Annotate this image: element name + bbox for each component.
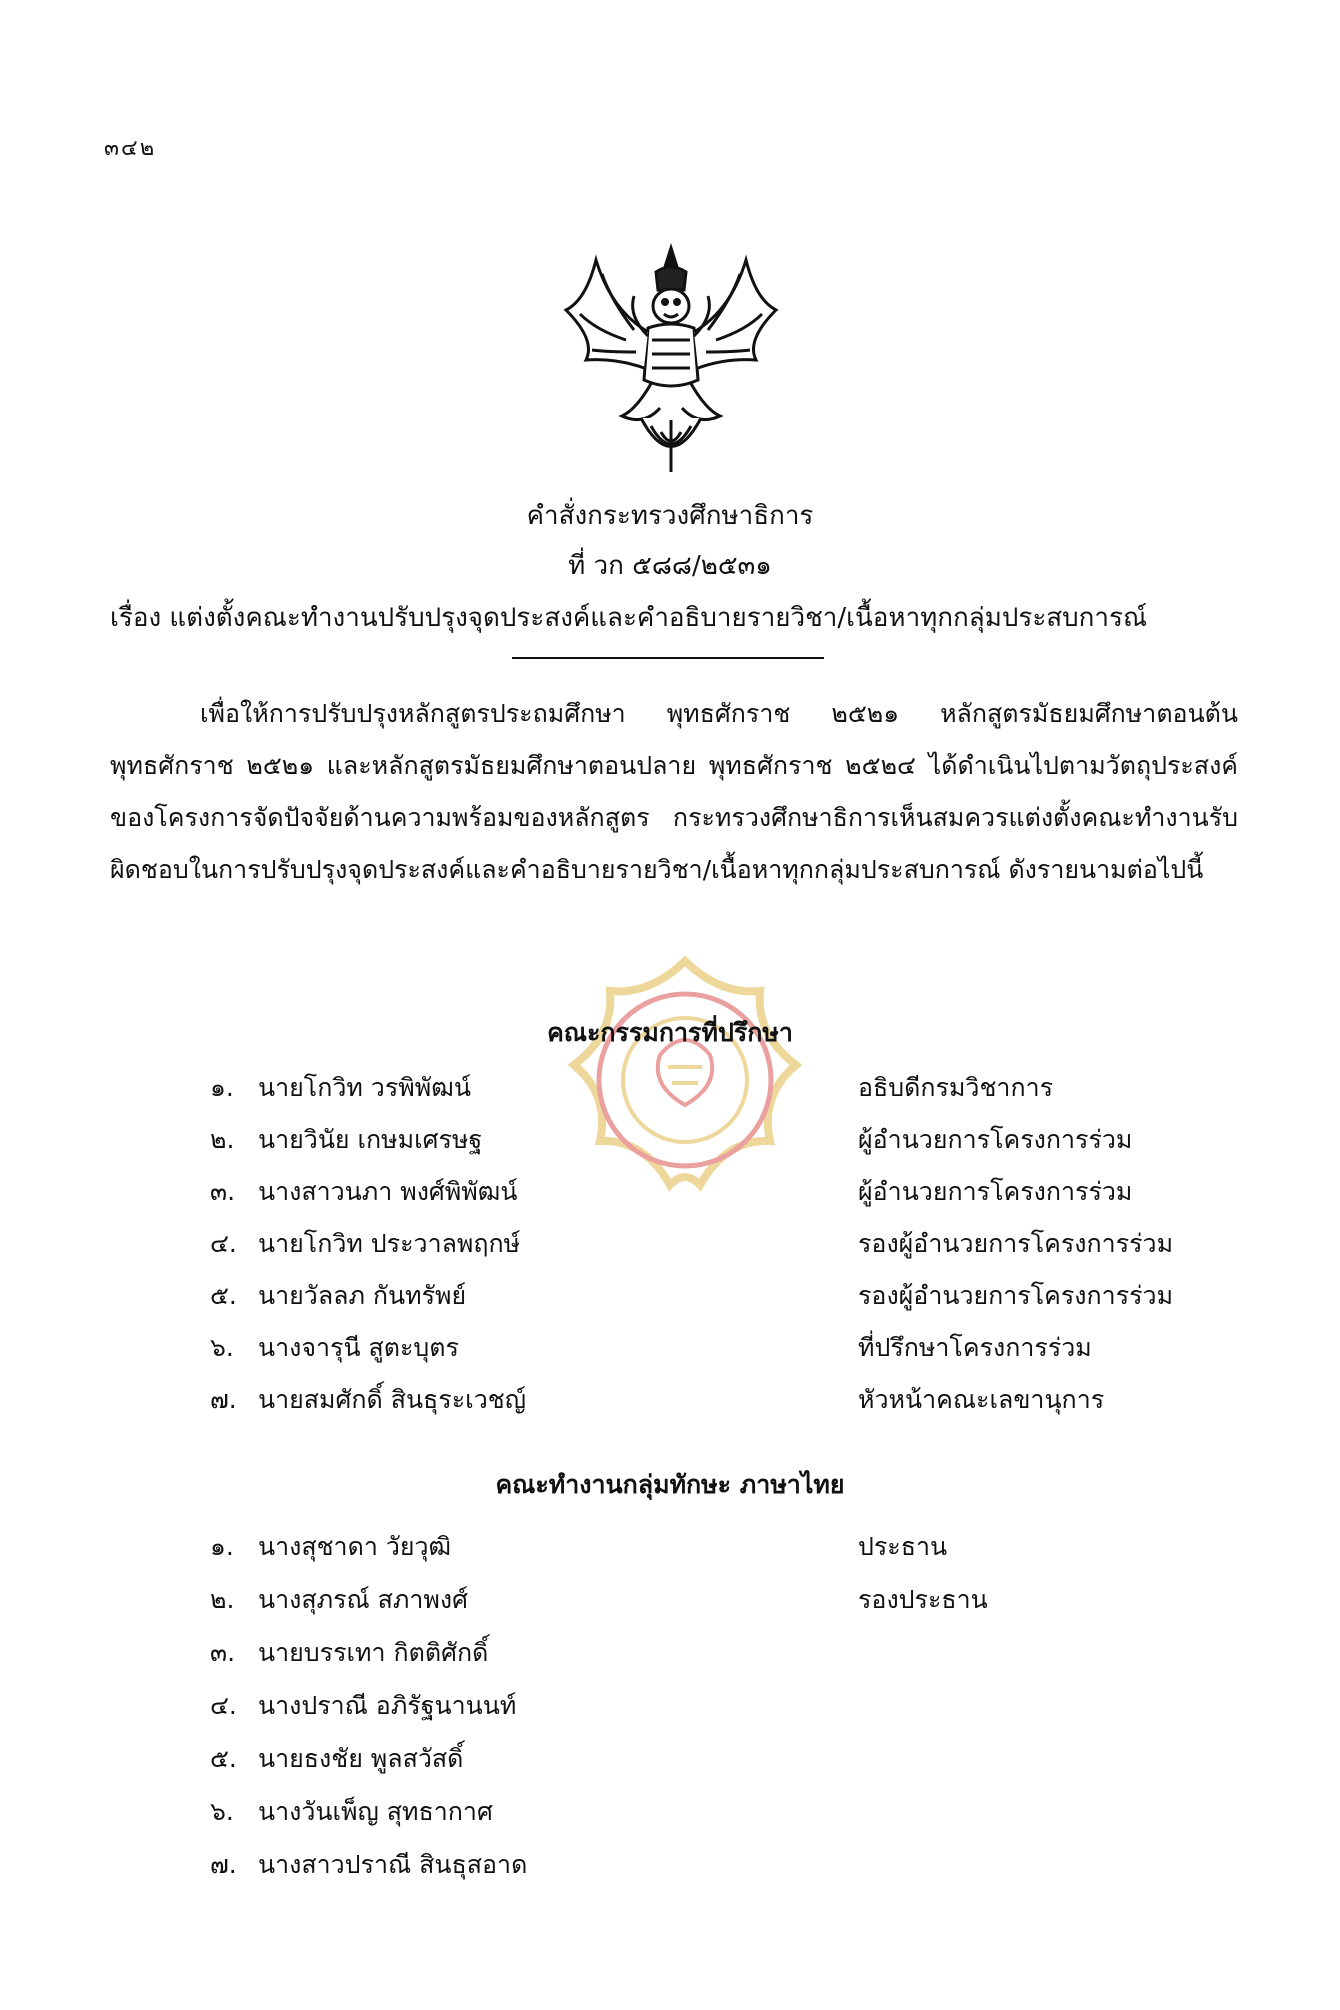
member-name: นายวัลลภ กันทรัพย์ (258, 1281, 467, 1310)
member-role: รองประธาน (858, 1585, 988, 1614)
advisory-member (210, 1328, 459, 1368)
member-number: ๑. (210, 1073, 234, 1102)
member-number: ๖. (210, 1797, 234, 1826)
member-name: นางสาวปราณี สินธุสอาด (258, 1850, 528, 1879)
office-seal-watermark-icon (560, 955, 810, 1205)
member-number: ๒. (210, 1585, 235, 1614)
member-name: นายโกวิท วรพิพัฒน์ (258, 1073, 471, 1102)
member-role: รองผู้อำนวยการโครงการร่วม (858, 1281, 1174, 1310)
member-name: นางสุภรณ์ สภาพงศ์ (258, 1585, 468, 1614)
member-number: ๓. (210, 1177, 236, 1206)
advisory-member (210, 1380, 526, 1420)
thai-group-member (210, 1686, 516, 1726)
member-number: ๗. (210, 1850, 237, 1879)
member-role: หัวหน้าคณะเลขานุการ (858, 1385, 1105, 1414)
thai-group-member (210, 1580, 468, 1620)
member-name: นางวันเพ็ญ สุทธากาศ (258, 1797, 493, 1826)
thai-group-member (210, 1527, 451, 1567)
advisory-member (210, 1224, 520, 1264)
member-number: ๕. (210, 1281, 237, 1310)
advisory-member (210, 1172, 517, 1212)
member-role: อธิบดีกรมวิชาการ (858, 1073, 1054, 1102)
thai-group-member (210, 1845, 527, 1885)
member-name: นางปราณี อภิรัฐนานนท์ (258, 1691, 517, 1720)
heading-rule (512, 657, 824, 659)
advisory-member (210, 1276, 466, 1316)
body-paragraph: เพื่อให้การปรับปรุงหลักสูตรประถมศึกษา พุทธศักราช ๒๕๒๑ หลักสูตรมัธยมศึกษาตอนต้น พุทธศักราช ๒๕๒๑ และหลักสูตรมัธยมศึกษาตอนปลาย พุทธศักราช ๒๕๒๔ ได้ดำเนินไปตามวัตถุประสงค์ของโครงการจัดปัจจัยด้านความพร้อมของหลักสูตร กระทรวงศึกษาธิการเห็นสมควรแต่งตั้งคณะทำงานรับผิดชอบในการปรับปรุงจุดประสงค์และคำอธิบายรายวิชา/เนื้อหาทุกกลุ่มประสบการณ์ ดังรายนามต่อไปนี้ (110, 699, 1238, 884)
member-number: ๑. (210, 1532, 234, 1561)
member-name: นางสุชาดา วัยวุฒิ (258, 1532, 452, 1561)
member-name: นายวินัย เกษมเศรษฐ (258, 1125, 483, 1154)
member-role: ผู้อำนวยการโครงการร่วม (858, 1125, 1133, 1154)
member-name: นายโกวิท ประวาลพฤกษ์ (258, 1229, 521, 1258)
member-role: ประธาน (858, 1532, 948, 1561)
member-name: นายธงชัย พูลสวัสดิ์ (258, 1744, 464, 1773)
order-subject: เรื่อง แต่งตั้งคณะทำงานปรับปรุงจุดประสงค์และคำอธิบายรายวิชา/เนื้อหาทุกกลุ่มประสบการณ์ (110, 603, 1148, 633)
thai-group-member (210, 1633, 488, 1673)
member-number: ๖. (210, 1333, 234, 1362)
member-name: นางสาวนภา พงศ์พิพัฒน์ (258, 1177, 518, 1206)
member-role: รองผู้อำนวยการโครงการร่วม (858, 1229, 1174, 1258)
member-name: นางจารุนี สูตะบุตร (258, 1333, 459, 1362)
page-number: ๓๔๒ (104, 136, 157, 161)
member-number: ๗. (210, 1385, 237, 1414)
member-number: ๒. (210, 1125, 235, 1154)
thai-group-member (210, 1739, 463, 1779)
thai-group-heading: คณะทำงานกลุ่มทักษะ ภาษาไทย (495, 1470, 845, 1499)
order-number: ที่ วก ๕๘๘/๒๕๓๑ (568, 551, 772, 581)
advisory-member (210, 1120, 482, 1160)
advisory-committee-heading: คณะกรรมการที่ปรึกษา (547, 1018, 793, 1047)
member-name: นายบรรเทา กิตติศักดิ์ (258, 1638, 489, 1667)
member-role: ที่ปรึกษาโครงการร่วม (858, 1333, 1092, 1362)
member-number: ๔. (210, 1229, 237, 1258)
member-number: ๕. (210, 1744, 237, 1773)
member-role: ผู้อำนวยการโครงการร่วม (858, 1177, 1133, 1206)
thai-group-member (210, 1792, 493, 1832)
advisory-member (210, 1068, 471, 1108)
member-number: ๓. (210, 1638, 236, 1667)
member-number: ๔. (210, 1691, 237, 1720)
member-name: นายสมศักดิ์ สินธุระเวชญ์ (258, 1385, 527, 1414)
garuda-emblem-icon (556, 240, 786, 480)
order-title: คำสั่งกระทรวงศึกษาธิการ (526, 501, 814, 531)
